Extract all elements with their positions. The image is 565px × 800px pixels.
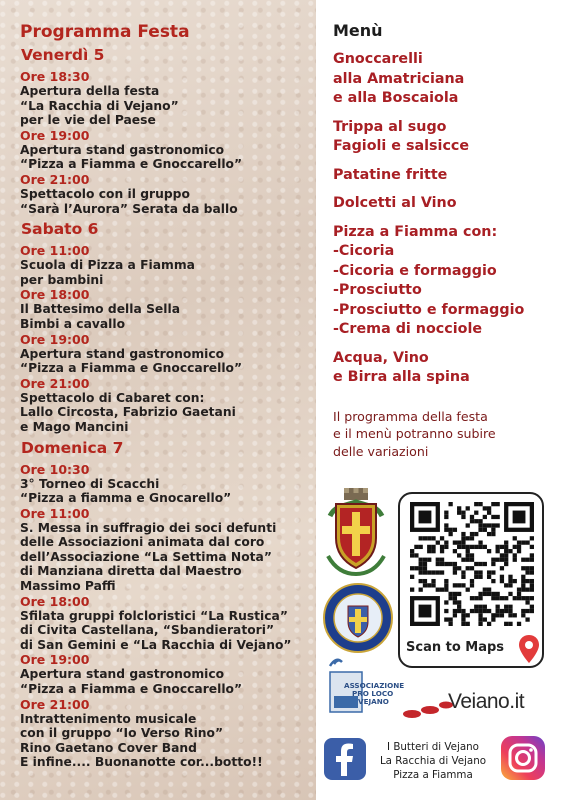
event-time: Ore 18:00 (20, 287, 90, 303)
event-description-line: 3° Torneo di Scacchi (20, 476, 160, 491)
event-item (20, 376, 316, 435)
event-description-line: “La Racchia di Vejano” (20, 98, 179, 113)
event-description-line: Apertura della festa (20, 84, 160, 98)
proloco-text-1: ASSOCIAZIONE (344, 681, 405, 690)
event-item (20, 172, 316, 216)
event-description-line: “Sarà l’Aurora” Serata da ballo (20, 201, 238, 216)
event-description-line: dell’Associazione “La Settima Nota” (20, 549, 272, 564)
menu-group (333, 50, 565, 109)
event-item (20, 69, 316, 128)
event-description-line: per bambini (20, 272, 104, 287)
menu-item: e Birra alla spina (333, 369, 470, 385)
programma-title: Programma Festa (20, 22, 190, 42)
event-description-line: Il Battesimo della Sella (20, 302, 180, 317)
menu-group (333, 166, 565, 186)
event-description-line: Spettacolo di Cabaret con: (20, 390, 205, 405)
event-description-line: Sfilata gruppi folcloristici “La Rustica” (20, 608, 288, 623)
event-item (20, 128, 316, 172)
menu-item: -Prosciutto e formaggio (333, 301, 525, 318)
menu-note (333, 408, 565, 461)
event-description-line: “Pizza a Fiamma e Gnoccarello” (20, 682, 243, 697)
menu-item: -Cicoria (333, 243, 395, 259)
qr-code-card[interactable] (398, 492, 544, 668)
event-description-line: “Pizza a fiamma e Gnocarello” (20, 491, 232, 506)
event-description-line: di Civita Castellana, “Sbandieratori” (20, 623, 275, 638)
menu-item: Pizza a Fiamma con: (333, 223, 498, 240)
event-time: Ore 19:00 (20, 331, 90, 347)
event-time: Ore 18:30 (20, 69, 90, 84)
menu-list (333, 50, 565, 388)
event-item (20, 652, 316, 696)
event-description-line: con il gruppo “Io Verso Rino” (20, 726, 224, 741)
event-time: Ore 18:00 (20, 593, 90, 609)
menu-item: Dolcetti al Vino (333, 195, 457, 211)
proloco-logo-icon (326, 652, 406, 714)
event-description-line: delle Associazioni animata dal coro (20, 535, 265, 550)
event-item (20, 287, 316, 331)
event-description-line: Massimo Paffi (20, 579, 116, 594)
event-time: Ore 19:00 (20, 127, 90, 143)
menu-note-line: delle variazioni (333, 443, 429, 459)
veiano-site-text[interactable]: Veiano.it (448, 690, 525, 713)
event-time: Ore 10:30 (20, 461, 90, 477)
event-time: Ore 11:00 (20, 243, 90, 259)
event-description-line: per le vie del Paese (20, 113, 156, 128)
menu-group (333, 118, 565, 157)
social-line-3: Pizza a Fiamma (393, 769, 473, 781)
instagram-icon[interactable] (501, 736, 545, 784)
event-description-line: Spettacolo con il gruppo (20, 186, 190, 201)
event-description-line: “Pizza a Fiamma e Gnoccarello” (20, 157, 243, 172)
event-description-line: S. Messa in suffragio dei soci defunti (20, 520, 277, 535)
event-description-line: di Manziana diretta dal Maestro (20, 564, 242, 579)
menu-group (333, 349, 565, 388)
event-item (20, 332, 316, 376)
event-description-line: Apertura stand gastronomico (20, 142, 225, 157)
menu-item: alla Amatriciana (333, 70, 465, 87)
event-description-line: Rino Gaetano Cover Band (20, 740, 197, 755)
map-pin-icon (518, 634, 540, 668)
menu-item: Patatine fritte (333, 166, 448, 183)
proloco-text-2: PRO LOCO (352, 689, 394, 698)
event-description-line: Intrattenimento musicale (20, 711, 197, 726)
event-description-line: di San Gemini e “La Racchia di Vejano” (20, 637, 292, 652)
event-item (20, 462, 316, 506)
event-description-line: Scuola di Pizza a Fiamma (20, 258, 195, 273)
event-item (20, 594, 316, 653)
day-spacer (20, 770, 316, 772)
event-time: Ore 19:00 (20, 652, 90, 668)
event-description-line: “Pizza a Fiamma e Gnoccarello” (20, 361, 243, 376)
event-item (20, 243, 316, 287)
menu-group (333, 223, 565, 340)
social-line-2: La Racchia di Vejano (379, 755, 487, 767)
menu-item: Gnoccarelli (333, 51, 423, 67)
event-time: Ore 11:00 (20, 505, 90, 521)
social-line-1: I Butteri di Vejano (387, 741, 479, 753)
event-description-line: Apertura stand gastronomico (20, 346, 225, 361)
event-time: Ore 21:00 (20, 696, 90, 712)
day-heading: Sabato 6 (21, 220, 99, 239)
association-seal-icon (322, 582, 394, 658)
coat-of-arms-icon (324, 486, 388, 582)
event-description-line: Lallo Circosta, Fabrizio Gaetani (20, 405, 236, 420)
menu-note-line: e il menù potranno subire (333, 426, 496, 441)
menu-item: Fagioli e salsicce (333, 138, 470, 154)
programma-days (20, 44, 316, 772)
menu-item: e alla Boscaiola (333, 90, 459, 106)
menu-item: -Prosciutto (333, 282, 422, 298)
event-description-line: E infine.... Buonanotte cor...botto!! (20, 755, 263, 770)
menu-item: -Cicoria e formaggio (333, 262, 497, 279)
event-item (20, 697, 316, 770)
event-time: Ore 21:00 (20, 375, 90, 391)
menu-item: Trippa al sugo (333, 118, 447, 135)
social-labels (370, 740, 496, 782)
qr-code-icon[interactable] (410, 502, 534, 626)
event-description-line: Apertura stand gastronomico (20, 667, 225, 682)
proloco-text-3: VEJANO (358, 697, 389, 706)
menu-item: Acqua, Vino (333, 349, 429, 366)
menu-title: Menù (333, 21, 383, 40)
event-item (20, 506, 316, 594)
event-description-line: e Mago Mancini (20, 419, 129, 434)
veiano-logo (400, 688, 550, 724)
menu-item: -Crema di nocciole (333, 321, 483, 337)
day-heading: Domenica 7 (21, 438, 124, 457)
event-time: Ore 21:00 (20, 171, 90, 187)
event-description-line: Bimbi a cavallo (20, 316, 126, 331)
menu-group (333, 194, 565, 214)
facebook-icon[interactable] (324, 738, 366, 784)
qr-caption: Scan to Maps (406, 640, 505, 655)
day-heading: Venerdì 5 (21, 46, 105, 64)
menu-note-line: Il programma della festa (333, 408, 488, 424)
